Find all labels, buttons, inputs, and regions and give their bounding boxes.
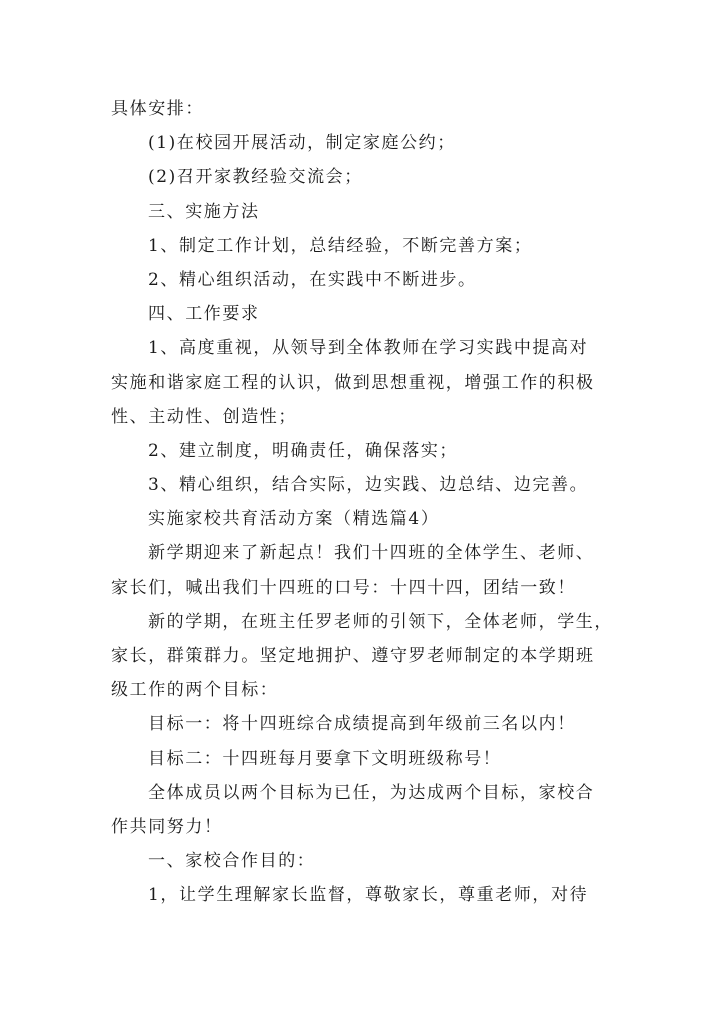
- text-line: 家长们，喊出我们十四班的口号：十四十四，团结一致！: [111, 577, 576, 598]
- text-line: 1，让学生理解家长监督，尊敬家长，尊重老师，对待: [148, 885, 589, 906]
- text-line: 四、工作要求: [148, 304, 260, 325]
- text-line: 实施家校共育活动方案（精选篇4）: [148, 509, 440, 530]
- text-line: 新的学期，在班主任罗老师的引领下，全体老师，学生，: [148, 611, 613, 632]
- text-line: 2、建立制度，明确责任，确保落实；: [148, 440, 459, 461]
- text-line: 3、精心组织，结合实际，边实践、边总结、边完善。: [148, 475, 589, 496]
- text-line: 新学期迎来了新起点！我们十四班的全体学生、老师、: [148, 543, 595, 564]
- text-line: 实施和谐家庭工程的认识，做到思想重视，增强工作的积极: [111, 372, 595, 393]
- text-line: 1、制定工作计划，总结经验，不断完善方案；: [148, 235, 533, 256]
- document-body: [111, 92, 631, 913]
- text-line: 作共同努力！: [111, 816, 223, 837]
- text-line: 2、精心组织活动，在实践中不断进步。: [148, 269, 477, 290]
- text-line: 目标二：十四班每月要拿下文明班级称号！: [148, 748, 502, 769]
- text-line: 1、高度重视，从领导到全体教师在学习实践中提高对: [148, 338, 589, 359]
- text-line: 性、主动性、创造性；: [111, 406, 297, 427]
- text-line: (1)在校园开展活动，制定家庭公约；: [148, 133, 456, 154]
- text-line: 三、实施方法: [148, 201, 260, 222]
- text-line: 级工作的两个目标：: [111, 680, 279, 701]
- text-line: (2)召开家教经验交流会；: [148, 167, 363, 188]
- text-line: 全体成员以两个目标为已任，为达成两个目标，家校合: [148, 782, 595, 803]
- text-line: 一、家校合作目的：: [148, 851, 316, 872]
- text-line: 具体安排：: [111, 99, 204, 119]
- text-line: 家长，群策群力。坚定地拥护、遵守罗老师制定的本学期班: [111, 646, 595, 666]
- text-line: 目标一：将十四班综合成绩提高到年级前三名以内！: [148, 714, 576, 735]
